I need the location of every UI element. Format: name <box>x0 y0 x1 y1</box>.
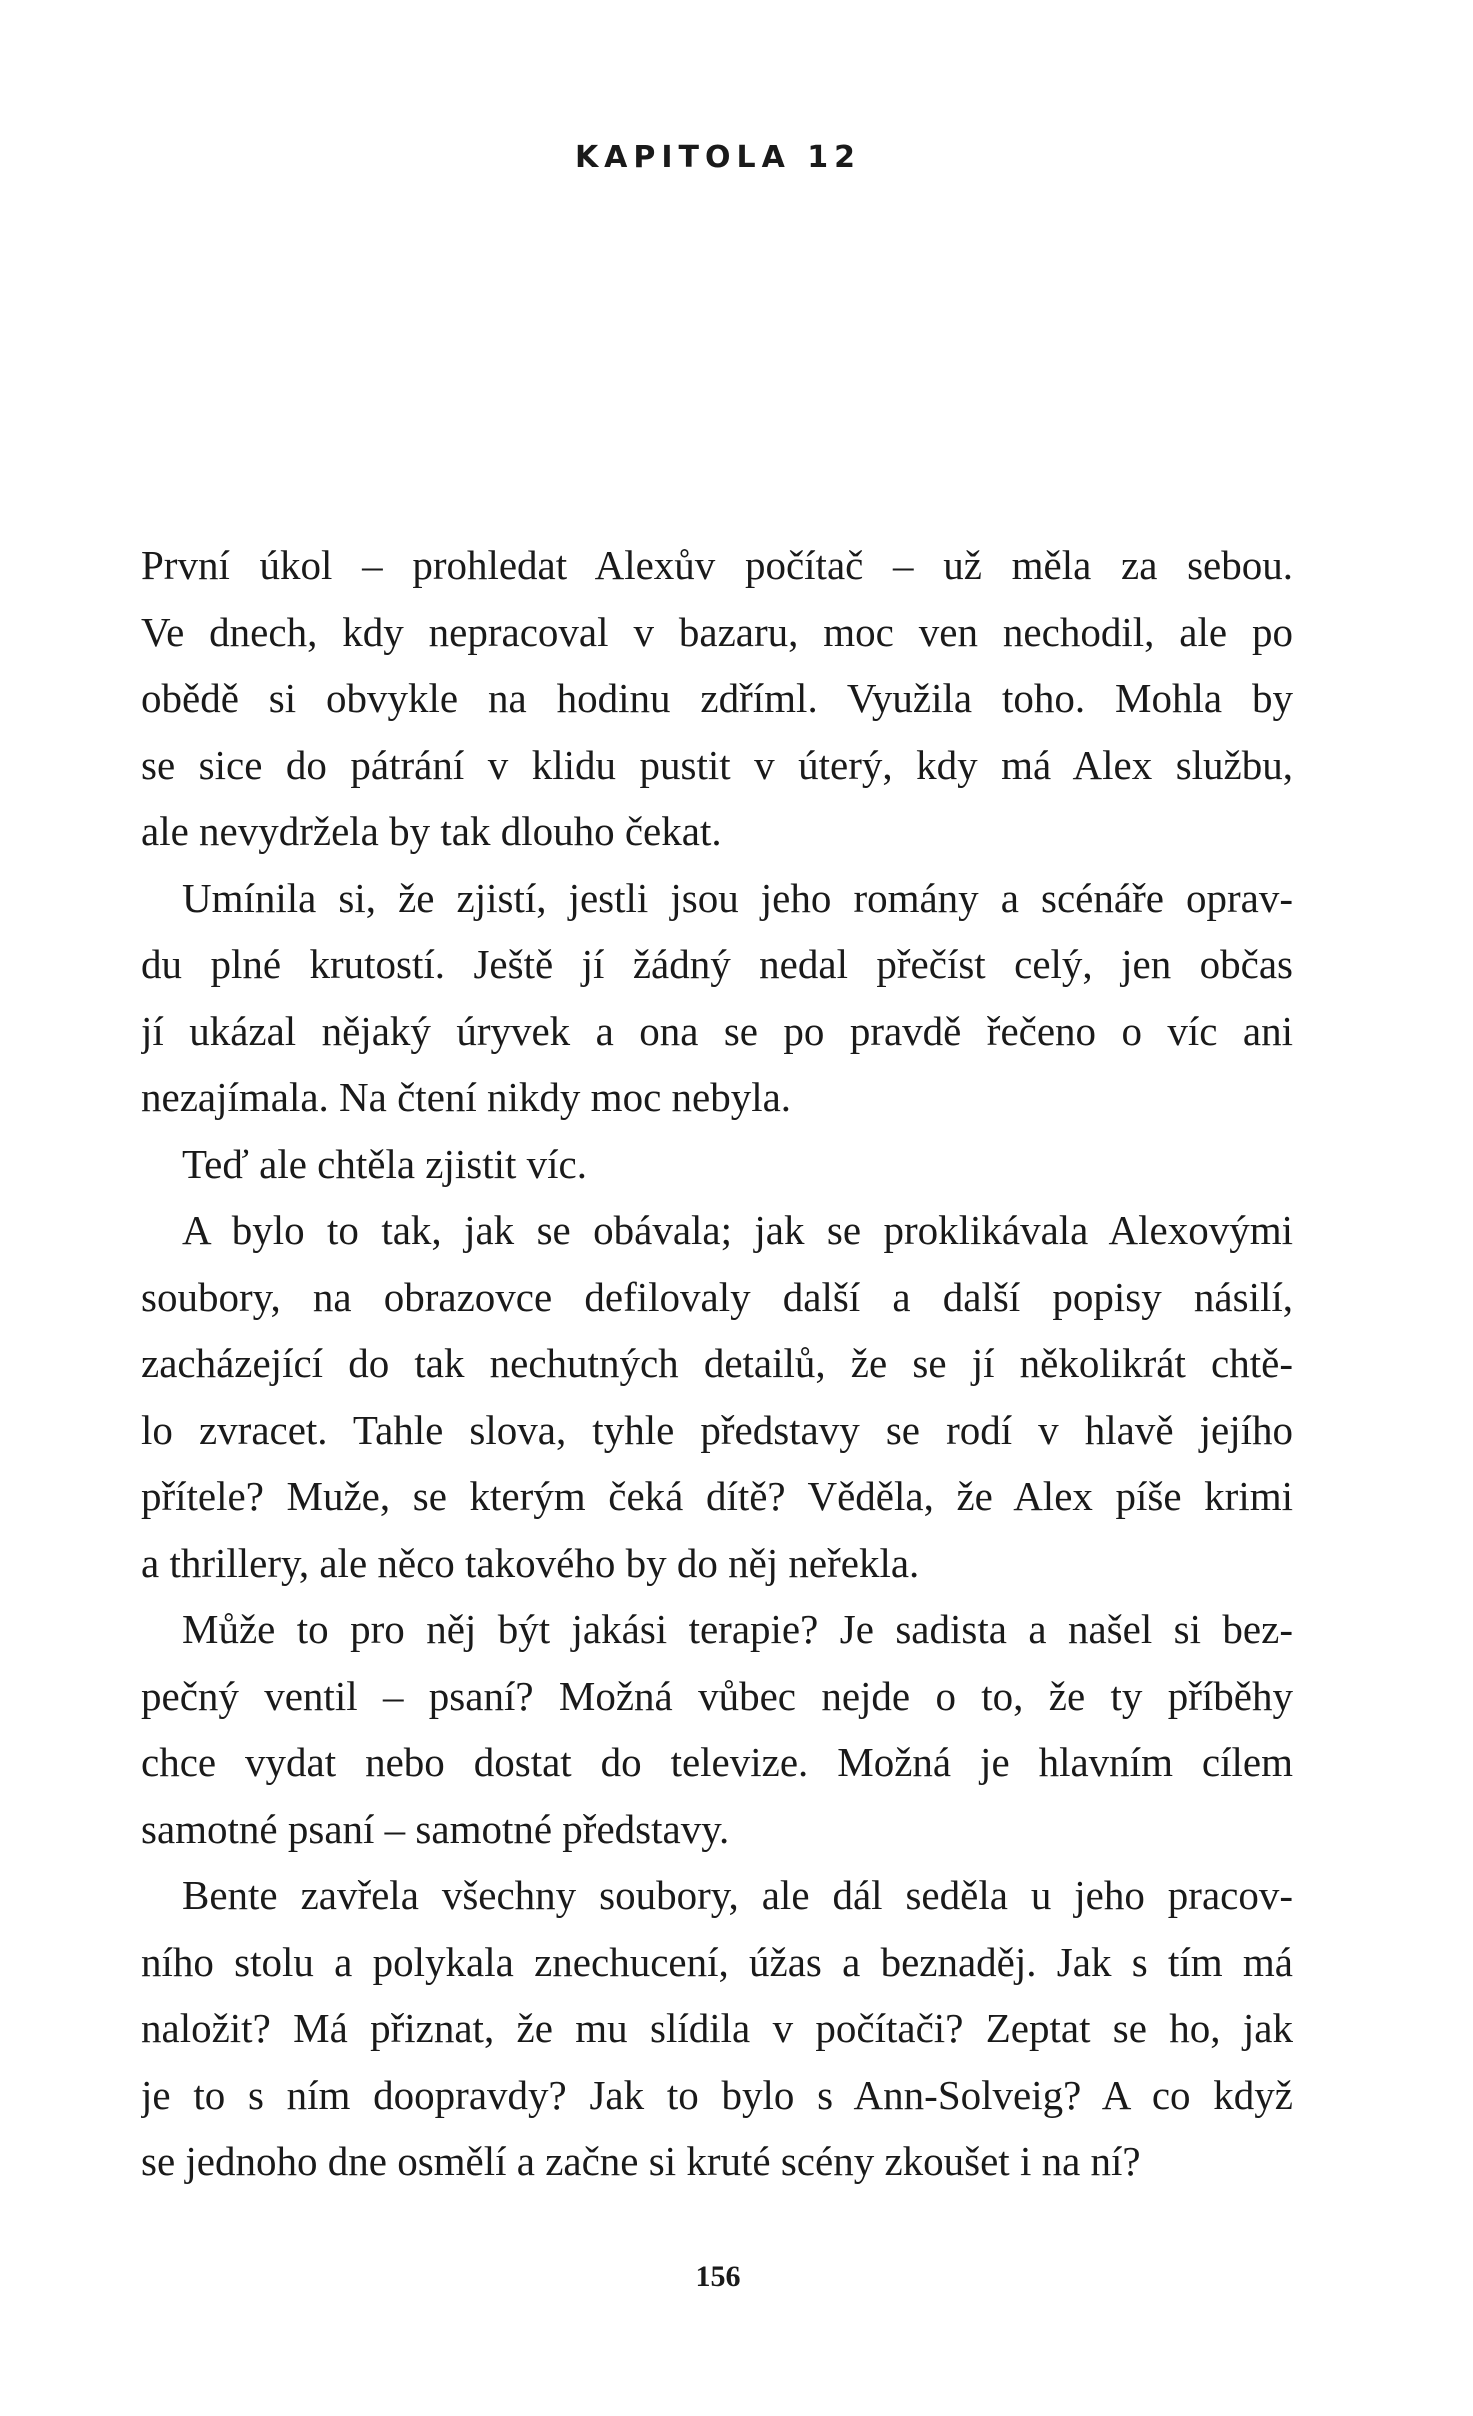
text-line: První úkol – prohledat Alexův počítač – už měla za sebou. <box>141 542 1293 588</box>
text-line: zacházející do tak nechutných detailů, že se jí několikrát chtě- <box>141 1340 1293 1386</box>
chapter-heading: KAPITOLA 12 <box>574 140 862 175</box>
text-line: Bente zavřela všechny soubory, ale dál seděla u jeho pracov- <box>182 1872 1293 1918</box>
text-line: jí ukázal nějaký úryvek a ona se po pravdě řečeno o víc ani <box>141 1007 1293 1054</box>
text-line: ního stolu a polykala znechucení, úžas a beznaděj. Jak s tím má <box>141 1938 1293 1985</box>
text-line: Umínila si, že zjistí, jestli jsou jeho romány a scénáře oprav- <box>182 874 1293 921</box>
text-line: A bylo to tak, jak se obávala; jak se proklikávala Alexovými <box>182 1207 1293 1253</box>
text-line: naložit? Má přiznat, že mu slídila v počítači? Zeptat se ho, jak <box>141 2005 1293 2051</box>
text-line: obědě si obvykle na hodinu zdříml. Využila toho. Mohla by <box>141 675 1293 721</box>
page-number: 156 <box>695 2260 741 2293</box>
text-line: se sice do pátrání v klidu pustit v úterý, kdy má Alex službu, <box>141 741 1293 788</box>
text-line: lo zvracet. Tahle slova, tyhle představy se rodí v hlavě jejího <box>141 1406 1293 1453</box>
text-line: Může to pro něj být jakási terapie? Je sadista a našel si bez- <box>182 1606 1293 1652</box>
text-line: pečný ventil – psaní? Možná vůbec nejde o to, že ty příběhy <box>141 1672 1293 1719</box>
text-line: a thrillery, ale něco takového by do něj neřekla. <box>141 1539 920 1586</box>
text-line: soubory, na obrazovce defilovaly další a další popisy násilí, <box>141 1273 1293 1320</box>
text-line: Ve dnech, kdy nepracoval v bazaru, moc ven nechodil, ale po <box>141 608 1293 655</box>
text-line: Teď ale chtěla zjistit víc. <box>182 1140 587 1187</box>
text-line: se jednoho dne osmělí a začne si kruté scény zkoušet i na ní? <box>141 2138 1141 2184</box>
text-line: nezajímala. Na čtení nikdy moc nebyla. <box>141 1074 792 1120</box>
text-line: samotné psaní – samotné představy. <box>141 1805 730 1852</box>
text-line: chce vydat nebo dostat do televize. Možná je hlavním cílem <box>141 1739 1293 1785</box>
body-text <box>141 532 1293 2195</box>
text-line: je to s ním doopravdy? Jak to bylo s Ann-Solveig? A co když <box>141 2071 1293 2118</box>
text-line: přítele? Muže, se kterým čeká dítě? Věděla, že Alex píše krimi <box>141 1473 1293 1519</box>
text-line: du plné krutostí. Ještě jí žádný nedal přečíst celý, jen občas <box>141 941 1293 987</box>
text-line: ale nevydržela by tak dlouho čekat. <box>141 808 722 854</box>
